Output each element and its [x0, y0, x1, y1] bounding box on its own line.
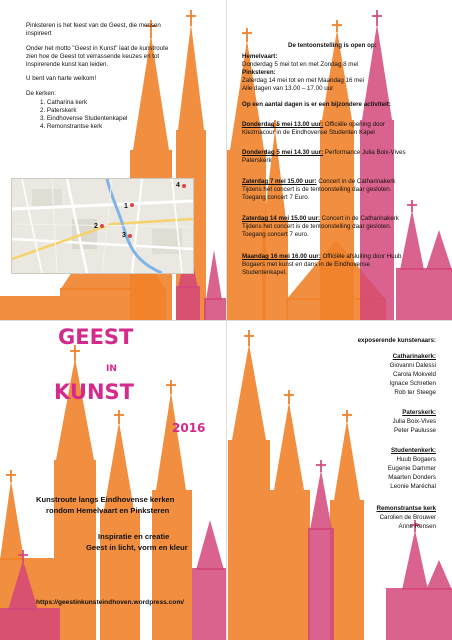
hemelvaart-dates: Donderdag 5 mei tot en met Zondag 8 mei: [242, 61, 359, 68]
map-pin-icon[interactable]: [130, 203, 134, 207]
artist-group-church: Catharinakerk:: [392, 353, 436, 360]
cover-title-geest: GEEST: [58, 325, 134, 349]
intro-text: inspirerende kunst kan leiden.: [26, 61, 109, 68]
map-marker-label: 2: [94, 223, 98, 230]
pinksteren-label: Pinksteren:: [242, 69, 276, 76]
artist-name: Huub Bogaers: [396, 456, 436, 463]
artist-name: Carolien de Brouwer: [379, 514, 436, 521]
panel-divider: [0, 320, 452, 321]
panel-schedule: [226, 0, 452, 320]
route-map[interactable]: [11, 178, 194, 274]
panel-artists: [226, 320, 452, 640]
event-line: Zaterdag 14 mei 15.00 uur: Concert in de Catharinakerk: [242, 215, 399, 222]
intro-text: Onder het motto "Geest in Kunst" laat de kunstroute: [26, 45, 169, 52]
event-line: Studentenkapel.: [242, 269, 287, 276]
artist-name: Leonie Maréchal: [390, 483, 436, 490]
churches-label: De kerken:: [26, 90, 56, 97]
schedule-heading: De tentoonstelling is open op:: [288, 42, 377, 49]
activities-heading: Op een aantal dagen is er een bijzondere activiteit:: [242, 101, 391, 108]
event-line: Donderdag 5 mei 14.30 uur: Performance Julia Boix-Vives: [242, 149, 406, 156]
panel-cover: [0, 320, 226, 640]
event-line: Paterskerk: [242, 157, 272, 164]
event-line: Maandag 16 mei 16.00 uur: Officiële afsluiting door Huub: [242, 253, 402, 260]
website-link[interactable]: https://geestinkunsteindhoven.wordpress.com/: [36, 599, 185, 606]
artist-name: Anne Rensen: [398, 523, 436, 530]
event-line: Tijdens het concert is de tentoonstelling daar gesloten.: [242, 186, 392, 193]
pinksteren-dates: Zaterdag 14 mei tot en met Maandag 16 mei: [242, 77, 365, 84]
welcome-text: U bent van harte welkom!: [26, 75, 97, 82]
cover-tagline: Geest in licht, vorm en kleur: [86, 543, 188, 552]
artist-name: Carola Mokveld: [393, 371, 436, 378]
map-marker-label: 1: [124, 203, 128, 210]
map-marker-label: 4: [176, 182, 180, 189]
map-pin-icon[interactable]: [182, 184, 186, 188]
opening-hours: Alle dagen van 13.00 – 17.00 uur: [242, 85, 334, 92]
cover-title-kunst: KUNST: [54, 380, 134, 404]
cover-year: 2016: [172, 421, 206, 435]
artist-name: Rob ter Steege: [394, 389, 436, 396]
event-line: Toegang concert 7 Euro.: [242, 194, 310, 201]
hemelvaart-label: Hemelvaart:: [242, 53, 278, 60]
panel-intro: [0, 0, 226, 320]
artists-heading: exposerende kunstenaars:: [357, 337, 436, 344]
map-pin-icon[interactable]: [100, 224, 104, 228]
church-list-item: 4. Remonstrantse kerk: [40, 123, 103, 130]
artist-name: Eugenie Dammer: [387, 465, 436, 472]
artist-name: Ignace Schretlen: [389, 380, 436, 387]
map-marker-label: 3: [122, 232, 126, 239]
event-line: Donderdag 5 mei 13.00 uur: Officiële opening door: [242, 121, 385, 128]
cover-subtitle: Kunstroute langs Eindhovense kerken: [36, 495, 175, 504]
cover-subtitle: rondom Hemelvaart en Pinksteren: [46, 506, 170, 515]
event-line: Bogaers met kunst en dans in de Eindhovense: [242, 261, 370, 268]
church-list-item: 1. Catharina kerk: [40, 99, 88, 106]
artist-name: Julia Boix-Vives: [392, 418, 436, 425]
event-line: Toegang concert 7 euro.: [242, 231, 309, 238]
event-line: Tijdens het concert is de tentoonstelling daar gesloten.: [242, 223, 392, 230]
artist-name: Maarten Donders: [388, 474, 436, 481]
artist-group-church: Remonstrantse kerk: [376, 505, 436, 512]
map-pin-icon[interactable]: [128, 234, 132, 238]
artist-group-church: Studentenkerk:: [390, 447, 436, 454]
church-list-item: 3. Eindhovense Studentenkapel: [40, 115, 128, 122]
intro-text: Pinksteren is het feest van de Geest, die mensen: [26, 22, 161, 29]
intro-text: inspireert: [26, 30, 52, 37]
artist-name: Giovanni Dalessi: [389, 362, 436, 369]
artist-group-church: Paterskerk:: [402, 409, 436, 416]
cover-tagline: Inspiratie en creatie: [98, 532, 170, 541]
artists-list: [226, 320, 452, 640]
event-line: Zaterdag 7 mei 15.00 uur: Concert in de Catharinakerk: [242, 178, 396, 185]
cover-title-in: IN: [106, 364, 117, 374]
event-line: Klezmacour in de Eindhovense Studenten Kapel: [242, 129, 375, 136]
church-list-item: 2. Paterskerk: [40, 107, 77, 114]
intro-text: zien hoe de Geest tot verrassende keuzes en tot: [26, 53, 160, 60]
artist-name: Peter Paulusse: [394, 427, 436, 434]
